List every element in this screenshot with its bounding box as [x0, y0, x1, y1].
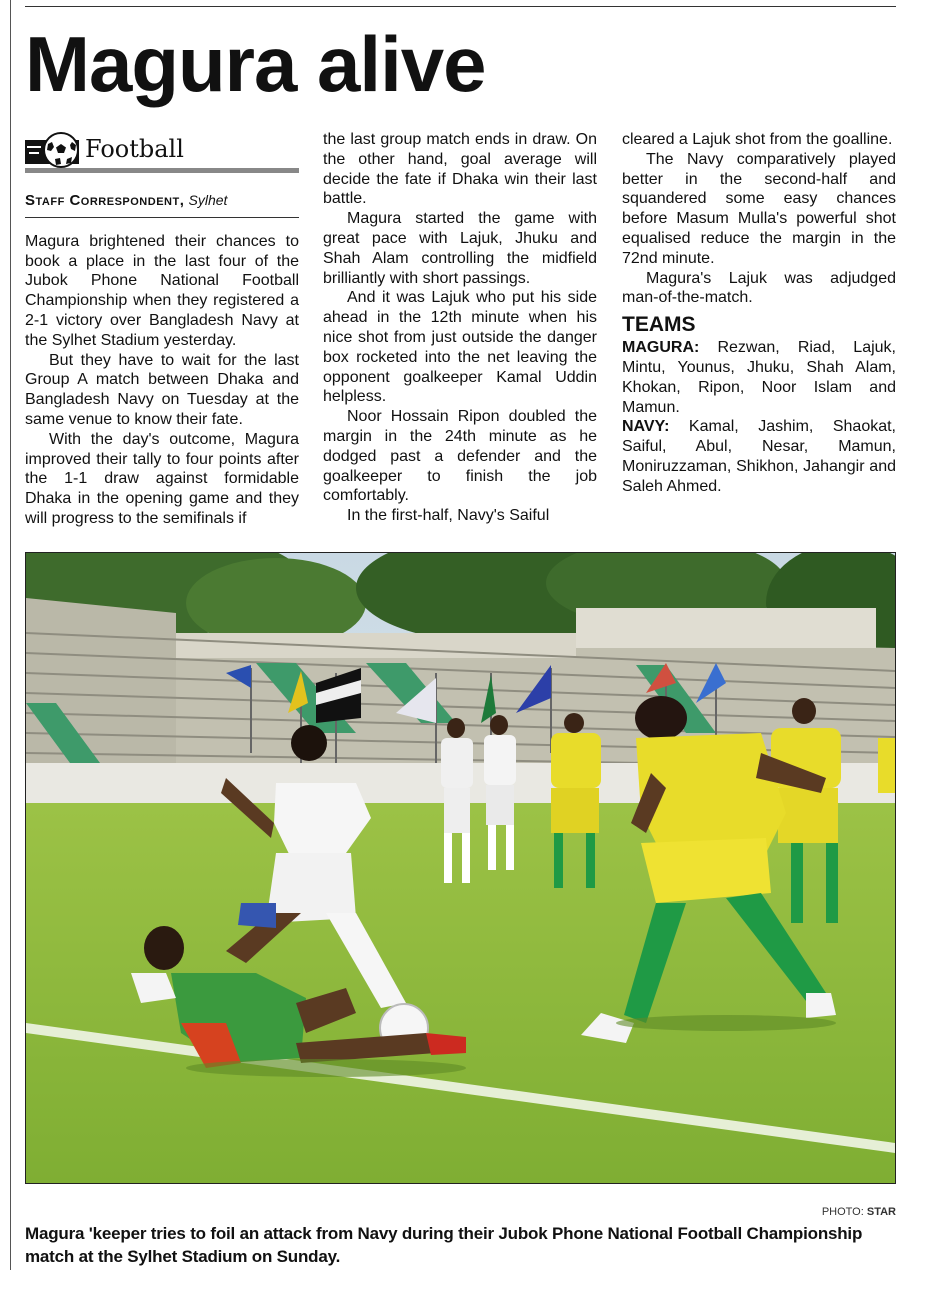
navy-players: Kamal, Jashim, Shaokat, Saiful, Abul, Nesar, Mamun, Moniruzzaman, Shikhon, Jahangir and Saleh Ahmed. [622, 418, 897, 495]
player-shadow [616, 1015, 836, 1031]
article-column-2 [323, 130, 597, 526]
body-paragraph: cleared a Lajuk shot from the goalline. [622, 131, 893, 148]
byline-author: Staff Correspondent, [25, 192, 185, 209]
page-left-rule [10, 0, 11, 1270]
page-top-rule [25, 6, 896, 7]
match-photo [25, 552, 896, 1184]
article-column-3 [622, 130, 896, 497]
body-paragraph: Magura brightened their chances to book a place in the last four of the Jubok Phone National Football Championship when they registered a 2-1 victory over Bangladesh Navy at the Sylhet Stadium yesterday. [25, 232, 299, 349]
match-photo-illustration [26, 553, 895, 1183]
body-paragraph: The Navy comparatively played better in the second-half and squandered some easy chances before Masum Mulla's powerful shot equalised reduce the margin in the 72nd minute. [622, 150, 896, 267]
section-rule [25, 168, 299, 173]
section-label: Football [85, 135, 184, 164]
section-tag [25, 130, 299, 170]
body-paragraph: Magura's Lajuk was adjudged man-of-the-match. [622, 269, 896, 307]
photo-credit-prefix: PHOTO: [821, 1206, 864, 1218]
magura-label: MAGURA: [622, 339, 700, 357]
article-column-1 [25, 130, 299, 529]
photo-credit [822, 1206, 896, 1218]
body-paragraph: In the first-half, Navy's Saiful [347, 507, 550, 525]
soccer-ball-icon [25, 132, 79, 168]
body-paragraph: Magura started the game with great pace with Lajuk, Jhuku and Shah Alam controlling the midfield brilliantly with short passings. [323, 210, 597, 287]
player-shadow [186, 1059, 466, 1077]
body-paragraph: the last group match ends in draw. On the other hand, goal average will decide the fate if Dhaka win their last battle. [323, 131, 597, 208]
headline: Magura alive [25, 20, 486, 108]
navy-lineup [622, 417, 896, 496]
body-paragraph: And it was Lajuk who put his side ahead in the 12th minute when his nice shot from just outside the danger box rocketed into the net leaving the opponent goalkeeper Kamal Uddin helpless. [323, 289, 597, 406]
magura-lineup [622, 338, 896, 417]
body-paragraph: But they have to wait for the last Group A match between Dhaka and Bangladesh Navy on Tuesday at the same venue to know their fate. [25, 351, 299, 428]
body-paragraph: Noor Hossain Ripon doubled the margin in the 24th minute as he dodged past a defender and the goalkeeper to finish the job comfortably. [323, 408, 597, 505]
navy-label: NAVY: [622, 418, 670, 436]
teams-heading: TEAMS [622, 313, 696, 337]
photo-caption: Magura 'keeper tries to foil an attack from Navy during their Jubok Phone National Football Championship match at the Sylhet Stadium on Sunday. [25, 1224, 863, 1266]
body-paragraph: With the day's outcome, Magura improved their tally to four points after the 1-1 draw against formidable Dhaka in the opening game and they will progress to the semifinals if [25, 430, 299, 527]
magura-players: Rezwan, Riad, Lajuk, Mintu, Younus, Jhuku, Shah Alam, Khokan, Ripon, Noor Islam and Mamun. [622, 339, 896, 416]
byline [25, 191, 299, 218]
photo-credit-source: STAR [866, 1206, 896, 1218]
byline-location: Sylhet [188, 192, 228, 208]
